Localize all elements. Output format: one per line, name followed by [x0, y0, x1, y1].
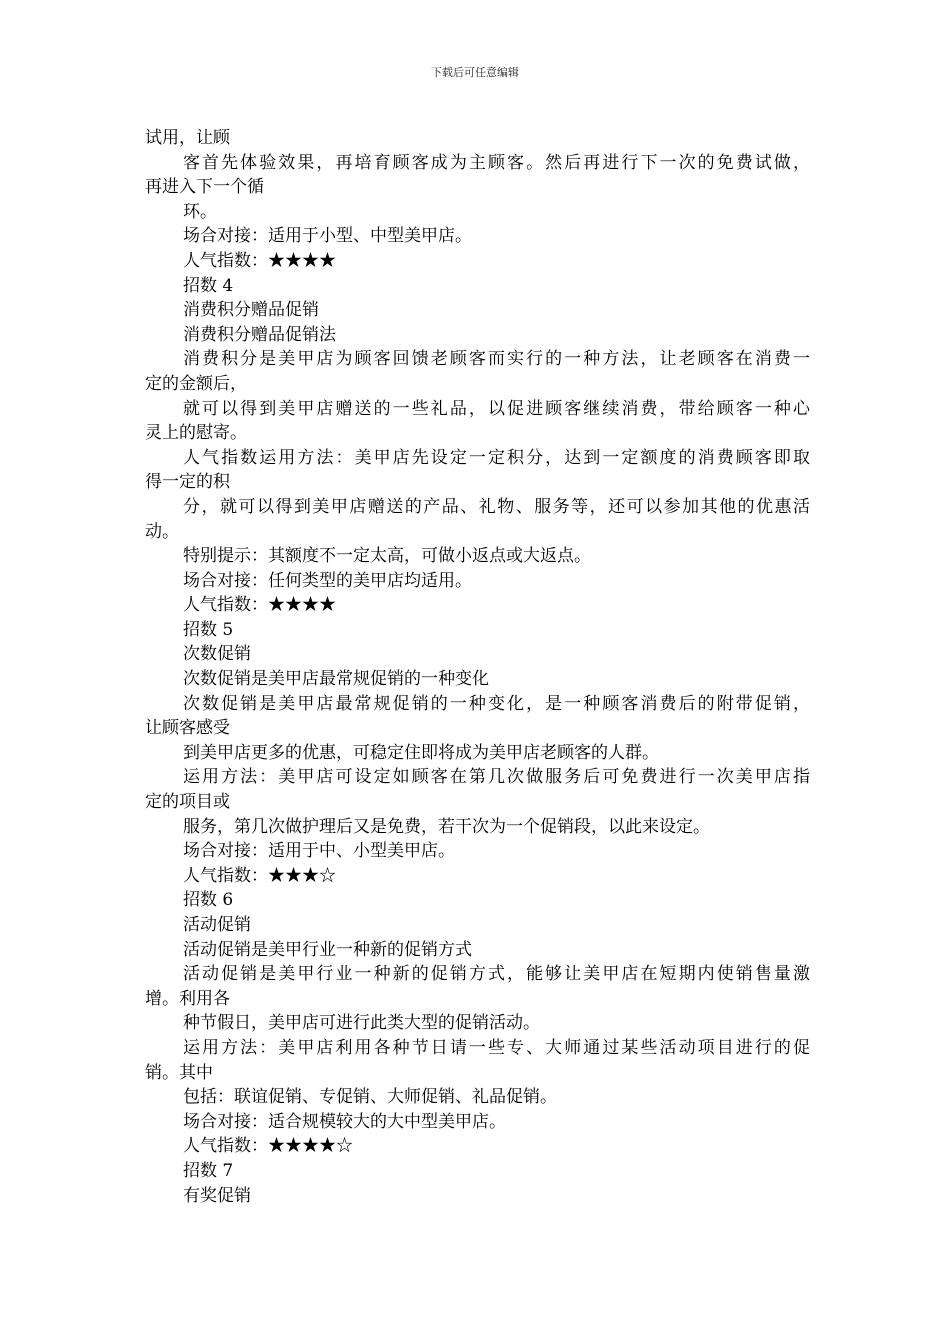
page-header-note: 下载后可任意编辑	[431, 66, 519, 79]
text-line: 动。	[145, 521, 179, 542]
text-line: 人气指数：★★★★	[183, 250, 336, 271]
text-line: 次数促销	[183, 644, 251, 665]
text-line: 人气指数：★★★★☆	[183, 1136, 353, 1157]
text-line: 招数 6	[183, 890, 234, 911]
text-line: 消费积分是美甲店为顾客回馈老顾客而实行的一种方法，让老顾客在消费一	[183, 349, 810, 370]
text-line: 次数促销是美甲店最常规促销的一种变化	[183, 669, 489, 690]
text-line: 到美甲店更多的优惠，可稳定住即将成为美甲店老顾客的人群。	[183, 742, 659, 763]
text-line: 招数 4	[183, 275, 234, 296]
text-line: 定的金额后，	[145, 373, 247, 394]
text-line: 得一定的积	[145, 472, 230, 493]
text-line: 人气指数：★★★★	[183, 595, 336, 616]
text-line: 增。利用各	[145, 988, 230, 1009]
text-line: 再进入下一个循	[145, 177, 264, 198]
text-line: 运用方法：美甲店可设定如顾客在第几次做服务后可免费进行一次美甲店指	[183, 767, 810, 788]
text-line: 销。其中	[145, 1062, 213, 1083]
text-line: 环。	[183, 201, 217, 222]
text-line: 场合对接：适用于中、小型美甲店。	[183, 841, 455, 862]
text-line: 服务，第几次做护理后又是免费，若干次为一个促销段，以此来设定。	[183, 816, 710, 837]
text-line: 招数 7	[183, 1160, 234, 1181]
text-line: 活动促销是美甲行业一种新的促销方式，能够让美甲店在短期内使销售量激	[183, 964, 810, 985]
text-line: 招数 5	[183, 619, 234, 640]
document-body	[145, 126, 810, 1208]
text-line: 场合对接：适用于小型、中型美甲店。	[183, 226, 472, 247]
text-line: 包括：联谊促销、专促销、大师促销、礼品促销。	[183, 1087, 557, 1108]
text-line: 有奖促销	[183, 1185, 251, 1206]
text-line: 人气指数：★★★☆	[183, 865, 336, 886]
text-line: 灵上的慰寄。	[145, 423, 247, 444]
text-line: 特别提示：其额度不一定太高，可做小返点或大返点。	[183, 546, 591, 567]
text-line: 消费积分赠品促销法	[183, 324, 336, 345]
text-line: 让顾客感受	[145, 718, 230, 739]
text-line: 客首先体验效果，再培育顾客成为主顾客。然后再进行下一次的免费试做，	[183, 152, 810, 173]
text-line: 运用方法：美甲店利用各种节日请一些专、大师通过某些活动项目进行的促	[183, 1037, 810, 1058]
text-line: 次数促销是美甲店最常规促销的一种变化，是一种顾客消费后的附带促销，	[183, 693, 810, 714]
text-line: 就可以得到美甲店赠送的一些礼品，以促进顾客继续消费，带给顾客一种心	[183, 398, 810, 419]
text-line: 活动促销是美甲行业一种新的促销方式	[183, 939, 472, 960]
text-line: 种节假日，美甲店可进行此类大型的促销活动。	[183, 1013, 540, 1034]
text-line: 定的项目或	[145, 792, 230, 813]
text-line: 场合对接：任何类型的美甲店均适用。	[183, 570, 472, 591]
text-line: 场合对接：适合规模较大的大中型美甲店。	[183, 1111, 506, 1132]
text-line: 消费积分赠品促销	[183, 300, 319, 321]
text-line: 试用，让顾	[145, 128, 230, 148]
text-line: 分，就可以得到美甲店赠送的产品、礼物、服务等，还可以参加其他的优惠活	[183, 496, 810, 517]
text-line: 人气指数运用方法：美甲店先设定一定积分，达到一定额度的消费顾客即取	[183, 447, 810, 468]
text-line: 活动促销	[183, 915, 251, 935]
